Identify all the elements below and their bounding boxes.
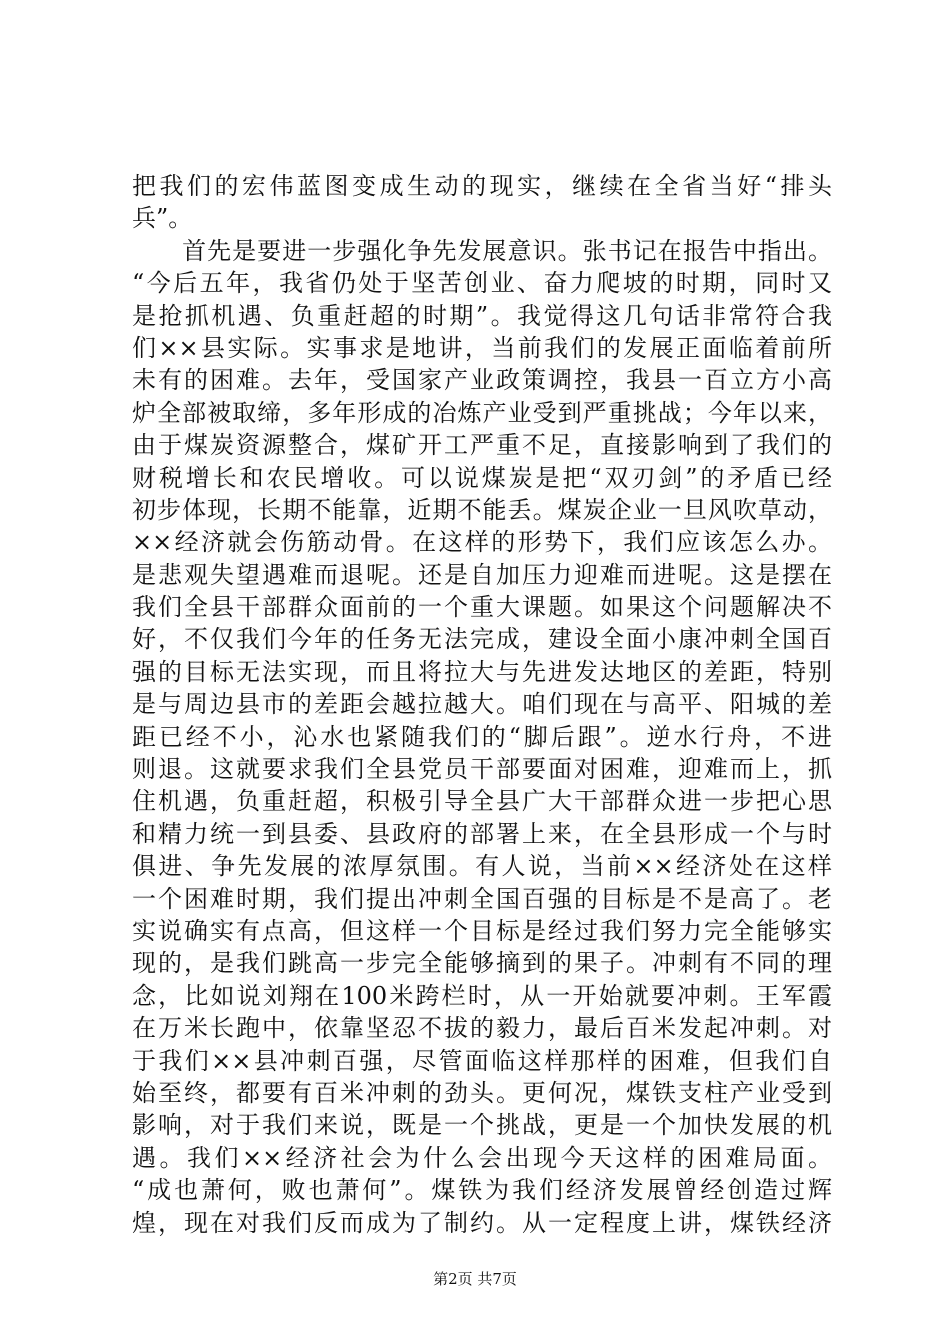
text-line: 是抢抓机遇、负重赶超的时期”。我觉得这几句话非常符合我 bbox=[132, 301, 832, 330]
text-line: 我们全县干部群众面前的一个重大课题。如果这个问题解决不 bbox=[132, 593, 832, 622]
text-line: 初步体现，长期不能靠，近期不能丢。煤炭企业一旦风吹草动， bbox=[132, 495, 832, 524]
text-line: 始至终，都要有百米冲刺的劲头。更何况，煤铁支柱产业受到 bbox=[132, 1078, 832, 1107]
text-line: 实说确实有点高，但这样一个目标是经过我们努力完全能够实 bbox=[132, 916, 832, 945]
text-line: 是与周边县市的差距会越拉越大。咱们现在与高平、阳城的差 bbox=[132, 690, 832, 719]
text-line: 住机遇，负重赶超，积极引导全县广大干部群众进一步把心思 bbox=[132, 787, 832, 816]
text-line: 念，比如说刘翔在100米跨栏时，从一开始就要冲刺。王军霞 bbox=[132, 981, 832, 1010]
text-line: 影响，对于我们来说，既是一个挑战，更是一个加快发展的机 bbox=[132, 1111, 832, 1140]
text-line: 俱进、争先发展的浓厚氛围。有人说，当前××经济处在这样 bbox=[132, 852, 832, 881]
text-line: 距已经不小，沁水也紧随我们的“脚后跟”。逆水行舟，不进 bbox=[132, 722, 832, 751]
text-line: “成也萧何，败也萧何”。煤铁为我们经济发展曾经创造过辉 bbox=[132, 1176, 832, 1205]
text-line: 炉全部被取缔，多年形成的冶炼产业受到严重挑战；今年以来， bbox=[132, 398, 832, 427]
text-line: 首先是要进一步强化争先发展意识。张书记在报告中指出。 bbox=[132, 236, 832, 265]
text-line: 兵”。 bbox=[132, 204, 193, 233]
text-line: 在万米长跑中，依靠坚忍不拔的毅力，最后百米发起冲刺。对 bbox=[132, 1014, 832, 1043]
text-line: 好，不仅我们今年的任务无法完成，建设全面小康冲刺全国百 bbox=[132, 625, 832, 654]
text-line: 则退。这就要求我们全县党员干部要面对困难，迎难而上，抓 bbox=[132, 755, 832, 784]
page-footer: 第2页 共7页 bbox=[433, 1270, 517, 1288]
text-line: 一个困难时期，我们提出冲刺全国百强的目标是不是高了。老 bbox=[132, 884, 832, 913]
text-line: 由于煤炭资源整合，煤矿开工严重不足，直接影响到了我们的 bbox=[132, 431, 832, 460]
text-line: 把我们的宏伟蓝图变成生动的现实，继续在全省当好“排头 bbox=[132, 172, 832, 200]
text-line: 未有的困难。去年，受国家产业政策调控，我县一百立方小高 bbox=[132, 366, 832, 395]
body-text bbox=[132, 170, 832, 1239]
text-line: 遇。我们××经济社会为什么会出现今天这样的困难局面。 bbox=[132, 1143, 832, 1172]
text-line: 强的目标无法实现，而且将拉大与先进发达地区的差距，特别 bbox=[132, 657, 832, 686]
text-line: ××经济就会伤筋动骨。在这样的形势下，我们应该怎么办。 bbox=[132, 528, 832, 557]
text-line: 于我们××县冲刺百强，尽管面临这样那样的困难，但我们自 bbox=[132, 1046, 832, 1075]
text-line: 煌，现在对我们反而成为了制约。从一定程度上讲，煤铁经济 bbox=[132, 1208, 832, 1237]
text-line: 现的，是我们跳高一步完全能够摘到的果子。冲刺有不同的理 bbox=[132, 949, 832, 978]
text-line: 是悲观失望遇难而退呢。还是自加压力迎难而进呢。这是摆在 bbox=[132, 560, 832, 589]
text-line: 财税增长和农民增收。可以说煤炭是把“双刃剑”的矛盾已经 bbox=[132, 463, 832, 492]
text-line: 们××县实际。实事求是地讲，当前我们的发展正面临着前所 bbox=[132, 333, 832, 362]
text-line: 和精力统一到县委、县政府的部署上来，在全县形成一个与时 bbox=[132, 819, 832, 848]
text-line: “今后五年，我省仍处于坚苦创业、奋力爬坡的时期，同时又 bbox=[132, 269, 832, 298]
